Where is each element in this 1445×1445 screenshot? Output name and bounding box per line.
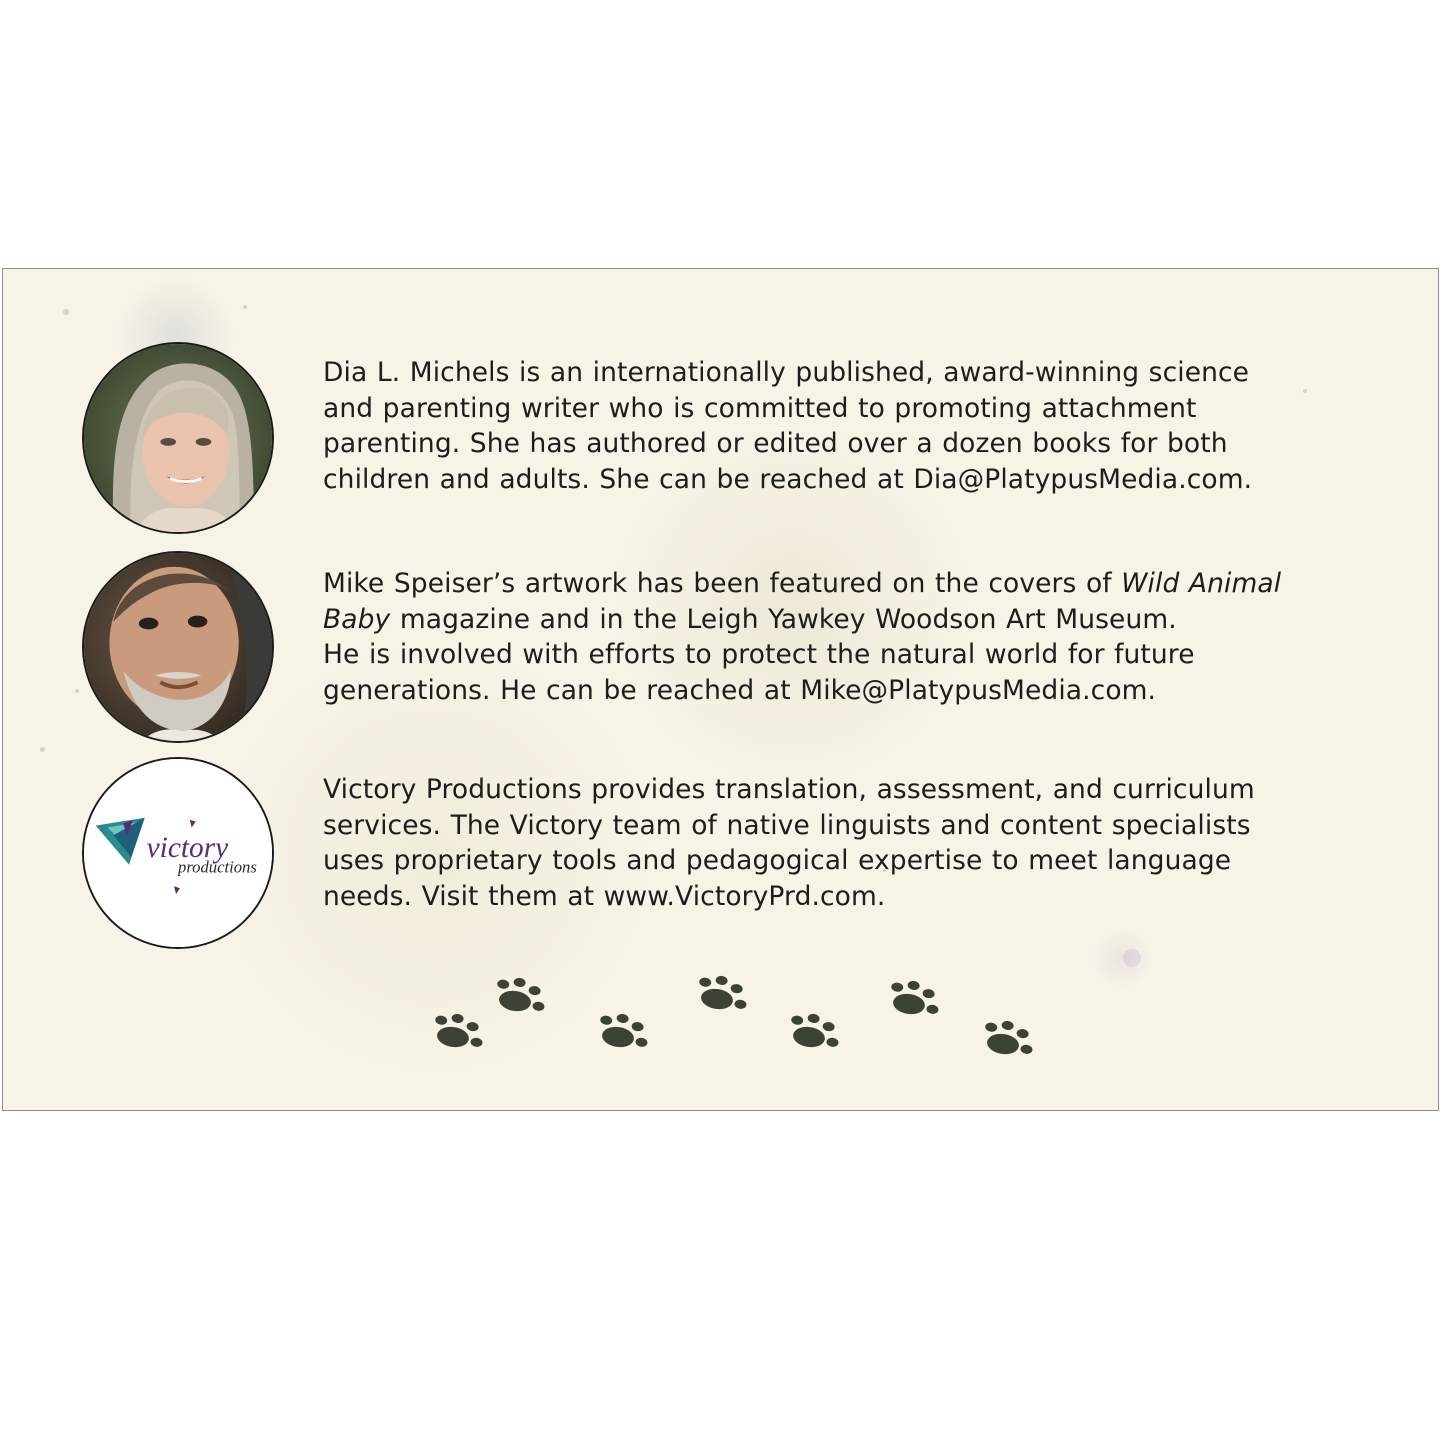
man-portrait-icon xyxy=(84,553,272,741)
logo-sub: productions xyxy=(178,857,257,877)
paper-speck xyxy=(75,689,79,693)
paw-print-icon xyxy=(982,1018,1036,1058)
paper-speck xyxy=(1123,949,1141,967)
bio-line: Dia L. Michels is an internationally published, award-winning science xyxy=(323,357,1250,388)
paw-print-icon xyxy=(494,975,548,1015)
bio-dia xyxy=(323,355,1403,497)
author-bio-card xyxy=(2,268,1439,1111)
victory-logo-icon xyxy=(84,759,272,947)
victory-productions-logo xyxy=(82,757,274,949)
bio-line: services. The Victory team of native linguists and content specialists xyxy=(323,809,1251,841)
paw-print-icon xyxy=(696,973,750,1013)
logo-word: victory xyxy=(146,831,229,864)
paper-speck xyxy=(40,747,45,752)
bio-line xyxy=(323,566,1403,602)
bio-line xyxy=(323,602,1403,638)
bio-line: needs. Visit them at www.VictoryPrd.com. xyxy=(323,880,886,912)
bio-text: Mike Speiser’s artwork has been featured on the covers of xyxy=(323,568,1122,599)
author-photo-mike xyxy=(82,551,274,743)
bio-line: generations. He can be reached at Mike@PlatypusMedia.com. xyxy=(323,674,1157,706)
bio-line: Victory Productions provides translation, assessment, and curriculum xyxy=(323,774,1255,805)
bio-line: children and adults. She can be reached at Dia@PlatypusMedia.com. xyxy=(323,463,1253,495)
author-photo-dia xyxy=(82,342,274,534)
bio-line: parenting. She has authored or edited over a dozen books for both xyxy=(323,428,1228,459)
bio-line: He is involved with efforts to protect the natural world for future xyxy=(323,639,1195,670)
paw-print-icon xyxy=(788,1011,842,1051)
woman-portrait-icon xyxy=(84,344,272,532)
paw-print-icon xyxy=(597,1011,651,1051)
magazine-title: Wild Animal xyxy=(1121,568,1282,599)
paper-speck xyxy=(243,305,247,309)
bio-text: magazine and in the Leigh Yawkey Woodson Art Museum. xyxy=(390,603,1177,635)
bio-victory xyxy=(323,772,1403,914)
paw-print-icon xyxy=(432,1011,486,1051)
paw-print-icon xyxy=(888,978,942,1018)
bio-mike xyxy=(323,566,1403,708)
paper-speck xyxy=(63,309,69,315)
bio-line: and parenting writer who is committed to promoting attachment xyxy=(323,392,1197,424)
bio-line: uses proprietary tools and pedagogical expertise to meet language xyxy=(323,845,1232,876)
magazine-title: Baby xyxy=(323,603,391,635)
